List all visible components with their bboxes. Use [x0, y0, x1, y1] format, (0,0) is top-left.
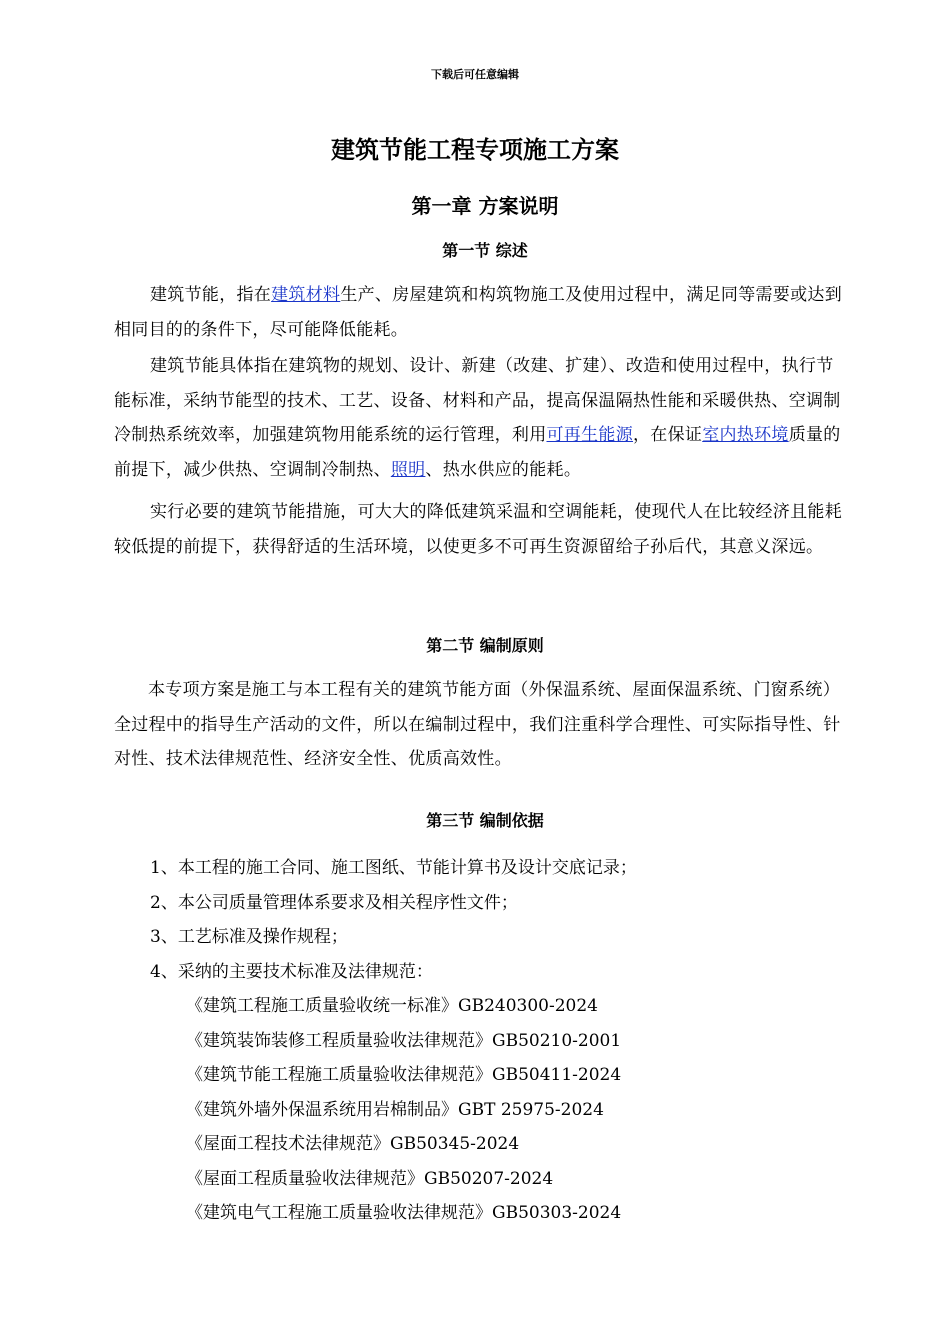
standard-item: 《建筑电气工程施工质量验收法律规范》GB50303-2024: [186, 1203, 622, 1223]
paragraph-detail: [114, 349, 850, 487]
link-lighting[interactable]: 照明: [390, 459, 426, 480]
standard-item: 《屋面工程质量验收法律规范》GB50207-2024: [186, 1169, 554, 1189]
basis-item: 3、工艺标准及操作规程；: [150, 927, 348, 947]
basis-item: 1、本工程的施工合同、施工图纸、节能计算书及设计交底记录；: [150, 858, 637, 878]
document-title: 建筑节能工程专项施工方案: [331, 136, 619, 164]
link-building-materials[interactable]: 建筑材料: [271, 285, 341, 305]
paragraph-text: 、热水供应的能耗。: [425, 459, 582, 480]
paragraph-text: 建筑节能具体指在建筑物的规划、设计、新建（改建、扩建）、改造和使用过程中，执行节能标准，采纳节能型的技术、工艺、设备、材料和产品，提高保温隔热性能和采暖供热、空调制冷制热系统效率，加强建筑物用能系统的运行管理，利用: [114, 356, 841, 445]
basis-item: 4、采纳的主要技术标准及法律规范：: [150, 962, 433, 982]
paragraph-text: 生产、房屋建筑和构筑物施工及使用过程中，满足同等需要或达到相同目的的条件下，尽可能降低能耗。: [114, 285, 843, 340]
paragraph-significance: 实行必要的建筑节能措施，可大大的降低建筑采温和空调能耗，使现代人在比较经济且能耗较低提的前提下，获得舒适的生活环境，以使更多不可再生资源留给子孙后代，其意义深远。: [114, 502, 842, 557]
header-note: 下载后可任意编辑: [431, 68, 519, 81]
paragraph-text: ，在保证: [633, 425, 703, 445]
section-title-basis: 第三节 编制依据: [426, 811, 544, 830]
standard-item: 《建筑装饰装修工程质量验收法律规范》GB50210-2001: [186, 1031, 622, 1051]
chapter-title: 第一章 方案说明: [411, 194, 559, 218]
standard-item: 《屋面工程技术法律规范》GB50345-2024: [186, 1134, 520, 1154]
basis-item: 2、本公司质量管理体系要求及相关程序性文件；: [150, 893, 518, 913]
standard-item: 《建筑工程施工质量验收统一标准》GB240300-2024: [186, 996, 598, 1016]
link-indoor-thermal-environment[interactable]: 室内热环境: [702, 425, 789, 445]
paragraph-principles: 本专项方案是施工与本工程有关的建筑节能方面（外保温系统、屋面保温系统、门窗系统）全过程中的指导生产活动的文件，所以在编制过程中，我们注重科学合理性、可实际指导性、针对性、技术法律规范性、经济安全性、优质高效性。: [114, 680, 841, 769]
section-title-principles: 第二节 编制原则: [426, 636, 544, 655]
standard-item: 《建筑外墙外保温系统用岩棉制品》GBT 25975-2024: [186, 1100, 604, 1120]
section-title-overview: 第一节 综述: [442, 241, 528, 260]
paragraph-text: 质量的前提下，减少供热、空调制冷制热、: [114, 425, 841, 480]
paragraph-text: 建筑节能，指在: [150, 285, 272, 305]
standard-item: 《建筑节能工程施工质量验收法律规范》GB50411-2024: [186, 1065, 622, 1085]
link-renewable-energy[interactable]: 可再生能源: [546, 425, 633, 445]
paragraph-definition: [114, 278, 850, 347]
